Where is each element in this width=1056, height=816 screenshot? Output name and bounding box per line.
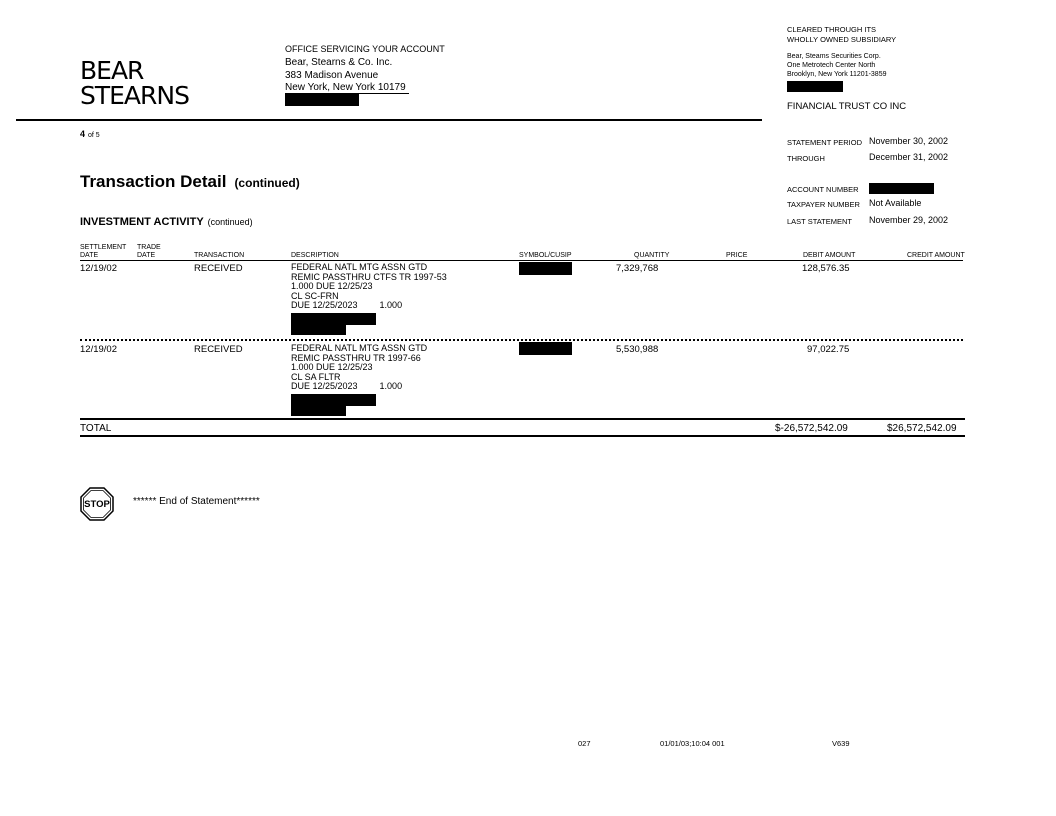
total-label: TOTAL bbox=[80, 423, 112, 434]
redaction-block bbox=[787, 81, 843, 92]
through-label: THROUGH bbox=[787, 154, 825, 163]
page-title bbox=[80, 172, 300, 192]
row1-desc-line2: REMIC PASSTHRU CTFS TR 1997-53 bbox=[291, 271, 447, 282]
row2-desc-line1: FEDERAL NATL MTG ASSN GTD bbox=[291, 343, 428, 353]
redaction-block bbox=[869, 183, 934, 194]
col-price: PRICE bbox=[726, 252, 748, 259]
stop-sign-icon bbox=[80, 487, 114, 521]
through-value: December 31, 2002 bbox=[869, 152, 949, 162]
col-settlement-line1: SETTLEMENT bbox=[80, 244, 127, 251]
row2-description bbox=[291, 344, 427, 392]
row-separator bbox=[80, 339, 963, 341]
row2-settlement: 12/19/02 bbox=[80, 344, 117, 355]
col-credit: CREDIT AMOUNT bbox=[907, 252, 965, 259]
redaction-block bbox=[291, 406, 346, 416]
section-cont: (continued) bbox=[207, 217, 253, 227]
total-debit: $-26,572,542.09 bbox=[775, 423, 848, 434]
redaction-block bbox=[519, 342, 572, 355]
office-address2: New York, New York 10179 bbox=[285, 82, 406, 93]
col-transaction: TRANSACTION bbox=[194, 252, 245, 259]
header-rule bbox=[16, 119, 762, 121]
redaction-block bbox=[291, 394, 376, 406]
row2-desc-line2: REMIC PASSTHRU TR 1997-66 bbox=[291, 352, 421, 363]
total-rule-bottom bbox=[80, 435, 965, 437]
end-of-statement: ****** End of Statement****** bbox=[133, 496, 260, 507]
office-label: OFFICE SERVICING YOUR ACCOUNT bbox=[285, 44, 445, 54]
row1-desc-line4: CL SC-FRN bbox=[291, 290, 339, 301]
period-label: STATEMENT PERIOD bbox=[787, 138, 863, 147]
redaction-block bbox=[519, 262, 572, 275]
row1-desc-line5b: 1.000 bbox=[379, 300, 403, 310]
footer-code2: 01/01/03;10:04 001 bbox=[660, 739, 725, 748]
col-settlement bbox=[80, 244, 126, 260]
total-credit: $26,572,542.09 bbox=[887, 423, 957, 434]
redaction-block bbox=[291, 313, 376, 325]
col-symbol: SYMBOL/CUSIP bbox=[519, 252, 572, 259]
row1-desc-line1: FEDERAL NATL MTG ASSN GTD bbox=[291, 262, 428, 272]
col-trade bbox=[137, 244, 161, 260]
cleared-line2: WHOLLY OWNED SUBSIDIARY bbox=[787, 35, 897, 44]
row1-settlement: 12/19/02 bbox=[80, 263, 117, 274]
page-current: 4 bbox=[80, 129, 86, 139]
title-main: Transaction Detail bbox=[80, 172, 227, 191]
title-cont: (continued) bbox=[234, 176, 300, 190]
total-rule-top bbox=[80, 418, 965, 420]
cleared-line1: CLEARED THROUGH ITS bbox=[787, 25, 877, 34]
col-debit: DEBIT AMOUNT bbox=[803, 252, 856, 259]
row2-desc-line5: DUE 12/25/2023 bbox=[291, 381, 358, 391]
logo-line1: BEAR bbox=[80, 56, 144, 85]
clearing-address2: Brooklyn, New York 11201-3859 bbox=[787, 71, 887, 78]
col-trade-line1: TRADE bbox=[137, 244, 161, 251]
clearing-name: Bear, Steams Securities Corp. bbox=[787, 53, 881, 60]
col-description: DESCRIPTION bbox=[291, 252, 339, 259]
logo-line2: STEARNS bbox=[80, 81, 189, 110]
office-address1: 383 Madison Avenue bbox=[285, 70, 379, 81]
clearing-address1: One Metrotech Center North bbox=[787, 62, 876, 69]
last-statement-label: LAST STATEMENT bbox=[787, 217, 853, 226]
col-trade-line2: DATE bbox=[137, 252, 156, 259]
stop-sign-text: STOP bbox=[84, 499, 110, 510]
footer-code3: V639 bbox=[832, 739, 850, 748]
row2-transaction: RECEIVED bbox=[194, 344, 243, 355]
row1-desc-line3: 1.000 DUE 12/25/23 bbox=[291, 281, 373, 291]
row2-desc-line4: CL SA FLTR bbox=[291, 371, 341, 382]
taxpayer-value: Not Available bbox=[869, 198, 922, 208]
redaction-block bbox=[285, 94, 359, 106]
bear-stearns-logo bbox=[80, 58, 189, 108]
page-total: of 5 bbox=[88, 132, 100, 139]
row2-desc-line3: 1.000 DUE 12/25/23 bbox=[291, 362, 373, 372]
row2-quantity: 5,530,988 bbox=[616, 344, 659, 355]
row1-desc-line5: DUE 12/25/2023 bbox=[291, 300, 358, 310]
row2-desc-line5b: 1.000 bbox=[379, 381, 403, 391]
col-settlement-line2: DATE bbox=[80, 252, 99, 259]
account-label: ACCOUNT NUMBER bbox=[787, 185, 859, 194]
section-title bbox=[80, 216, 253, 228]
row2-debit: 97,022.75 bbox=[807, 344, 850, 355]
col-quantity: QUANTITY bbox=[634, 252, 670, 259]
footer-code1: 027 bbox=[578, 739, 591, 748]
row1-debit: 128,576.35 bbox=[802, 263, 850, 274]
header-underline bbox=[80, 260, 963, 261]
last-statement-value: November 29, 2002 bbox=[869, 215, 949, 225]
address-underline bbox=[285, 93, 409, 94]
office-name: Bear, Stearns & Co. Inc. bbox=[285, 57, 393, 68]
section-main: INVESTMENT ACTIVITY bbox=[80, 216, 204, 228]
redaction-block bbox=[291, 325, 346, 335]
taxpayer-label: TAXPAYER NUMBER bbox=[787, 200, 860, 209]
row1-description bbox=[291, 263, 447, 311]
client-name: FINANCIAL TRUST CO INC bbox=[787, 101, 907, 112]
row1-quantity: 7,329,768 bbox=[616, 263, 659, 274]
row1-transaction: RECEIVED bbox=[194, 263, 243, 274]
period-value: November 30, 2002 bbox=[869, 136, 949, 146]
page-number bbox=[80, 129, 100, 139]
